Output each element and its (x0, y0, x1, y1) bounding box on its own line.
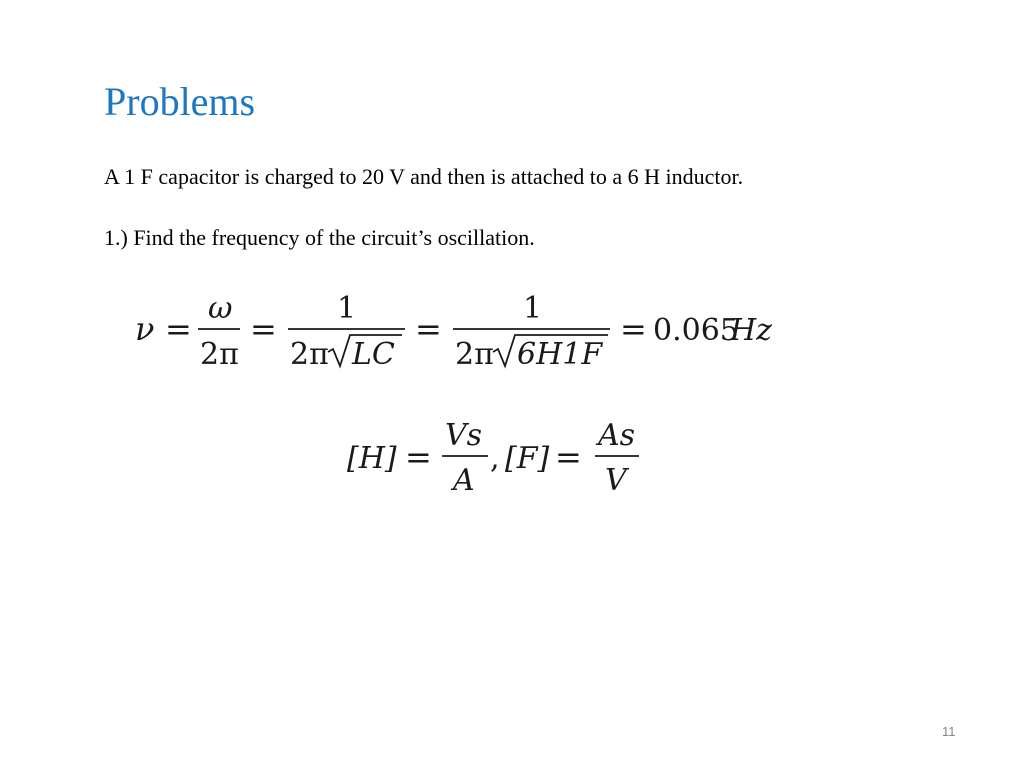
equals-sign: = (620, 310, 647, 348)
result-unit: Hz (730, 313, 772, 348)
vs-numerator: Vs (445, 418, 483, 453)
comma: , (490, 441, 500, 476)
farad-bracket: [F] (505, 441, 550, 476)
two-pi-denominator: 2π (200, 337, 239, 372)
nu-symbol: ν (135, 310, 155, 348)
result-value: 0.065 (653, 313, 739, 348)
lc-radicand: LC (352, 337, 395, 372)
question-1: 1.) Find the frequency of the circuit’s oscillation. (104, 225, 535, 250)
frequency-equation (130, 285, 790, 380)
as-numerator: As (598, 418, 636, 453)
slide-title: Problems (104, 79, 256, 124)
a-denominator: A (453, 463, 475, 498)
problem-statement: A 1 F capacitor is charged to 20 V and then is attached to a 6 H inductor. (104, 164, 744, 189)
omega-symbol: ω (208, 291, 233, 326)
one-numerator: 1 (337, 291, 357, 326)
equals-sign: = (405, 438, 432, 476)
page-number: 11 (942, 724, 956, 739)
v-denominator: V (605, 463, 627, 498)
equals-sign: = (165, 310, 192, 348)
one-numerator: 1 (523, 291, 543, 326)
radicand-6h1f: 6H1F (517, 337, 603, 372)
two-pi-denominator: 2π (290, 337, 329, 372)
two-pi-denominator: 2π (455, 337, 494, 372)
equals-sign: = (250, 310, 277, 348)
unit-equation (345, 415, 645, 505)
equals-sign: = (555, 438, 582, 476)
henry-bracket: [H] (347, 441, 397, 476)
equals-sign: = (415, 310, 442, 348)
